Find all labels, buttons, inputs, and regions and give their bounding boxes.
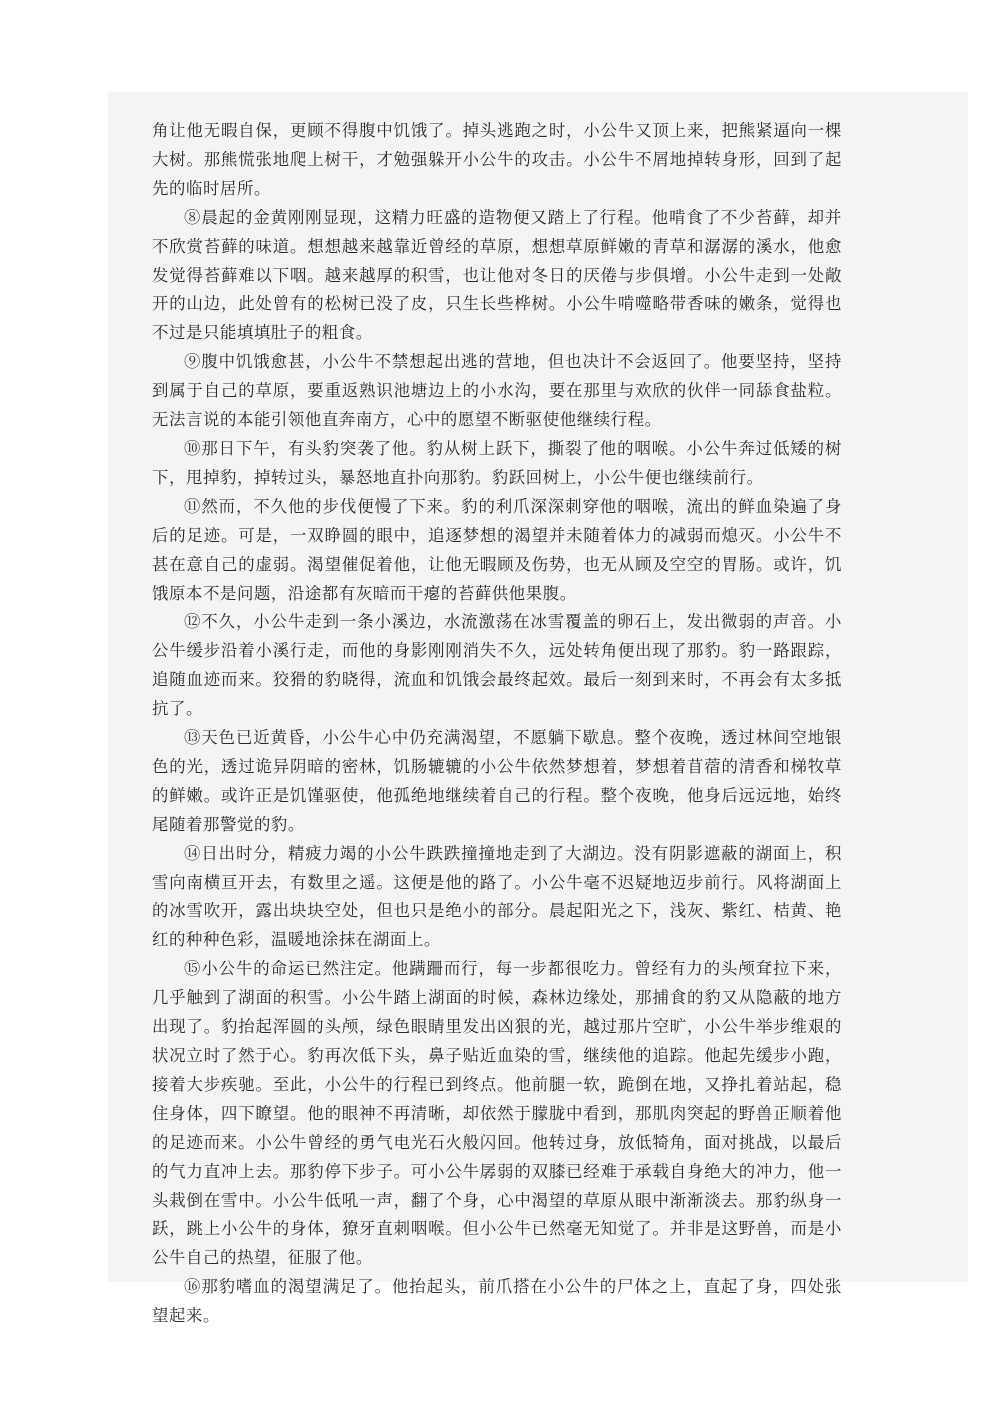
paragraph-8: ⑧晨起的金黄刚刚显现，这精力旺盛的造物便又踏上了行程。他啃食了不少苔藓，却并不欣赏苔藓的味道。想想越来越靠近曾经的草原，想想草原鲜嫩的青草和潺潺的溪水，他愈发觉得苔藓难以下咽。越来越厚的积雪，也让他对冬日的厌倦与步俱增。小公牛走到一处敞开的山边，此处曾有的松树已没了皮，只生长些桦树。小公牛啃噬略带香味的嫩条，觉得也不过是只能填填肚子的粗食。 [152,207,842,343]
paragraph-10: ⑩那日下午，有头豹突袭了他。豹从树上跃下，撕裂了他的咽喉。小公牛奔过低矮的树下，甩掉豹，掉转过头，暴怒地直扑向那豹。豹跃回树上，小公牛便也继续前行。 [152,438,842,487]
story-text-column [152,117,842,1331]
paragraph-7-continued: 角让他无暇自保，更顾不得腹中饥饿了。掉头逃跑之时，小公牛又顶上来，把熊紧逼向一棵大树。那熊慌张地爬上树干，才勉强躲开小公牛的攻击。小公牛不屑地掉转身形，回到了起先的临时居所。 [152,121,842,198]
paragraph-12: ⑫不久，小公牛走到一条小溪边，水流激荡在冰雪覆盖的卵石上，发出微弱的声音。小公牛缓步沿着小溪行走，而他的身影刚刚消失不久，远处转角便出现了那豹。豹一路跟踪，追随血迹而来。狡猾的豹晓得，流血和饥饿会最终起效。最后一刻到来时，不再会有太多抵抗了。 [152,612,842,719]
paragraph-14: ⑭日出时分，精疲力竭的小公牛跌跌撞撞地走到了大湖边。没有阴影遮蔽的湖面上，积雪向南横亘开去，有数里之遥。这便是他的路了。小公牛毫不迟疑地迈步前行。风将湖面上的冰雪吹开，露出块块空处，但也只是绝小的部分。晨起阳光之下，浅灰、紫红、桔黄、艳红的种种色彩，温暖地涂抹在湖面上。 [152,843,842,950]
paragraph-9: ⑨腹中饥饿愈甚，小公牛不禁想起出逃的营地，但也决计不会返回了。他要坚持，坚持到属于自己的草原，要重返熟识池塘边上的小水沟，要在那里与欢欣的伙伴一同舔食盐粒。无法言说的本能引领他直奔南方，心中的愿望不断驱使他继续行程。 [152,352,842,430]
paragraph-11: ⑪然而，不久他的步伐便慢了下来。豹的利爪深深刺穿他的咽喉，流出的鲜血染遍了身后的足迹。可是，一双睁圆的眼中，追逐梦想的渴望并未随着体力的减弱而熄灭。小公牛不甚在意自己的虚弱。渴望催促着他，让他无暇顾及伤势，也无从顾及空空的胃肠。或许，饥饿原本不是问题，沿途都有灰暗而干瘪的苔藓供他果腹。 [152,496,842,603]
paragraph-16: ⑯那豹嗜血的渴望满足了。他抬起头，前爪搭在小公牛的尸体之上，直起了身，四处张望起来。 [152,1277,842,1326]
paragraph-15: ⑮小公牛的命运已然注定。他蹒跚而行，每一步都很吃力。曾经有力的头颅耷拉下来，几乎触到了湖面的积雪。小公牛踏上湖面的时候，森林边缘处，那捕食的豹又从隐蔽的地方出现了。豹抬起浑圆的头颅，绿色眼睛里发出凶狠的光，越过那片空旷，小公牛举步维艰的状况立时了然于心。豹再次低下头，鼻子贴近血染的雪，继续他的追踪。他起先缓步小跑，接着大步疾驰。至此，小公牛的行程已到终点。他前腿一软，跪倒在地，又挣扎着站起，稳住身体，四下瞭望。他的眼神不再清晰，却依然于朦胧中看到，那肌肉突起的野兽正顺着他的足迹而来。小公牛曾经的勇气电光石火般闪回。他转过身，放低犄角，面对挑战，以最后的气力直冲上去。那豹停下步子。可小公牛孱弱的双膝已经难于承载自身绝大的冲力，他一头栽倒在雪中。小公牛低吼一声，翻了个身，心中渴望的草原从眼中渐渐淡去。那豹纵身一跃，跳上小公牛的身体，獠牙直刺咽喉。但小公牛已然毫无知觉了。并非是这野兽，而是小公牛自己的热望，征服了他。 [152,959,842,1268]
paragraph-13: ⑬天色已近黄昏，小公牛心中仍充满渴望，不愿躺下歇息。整个夜晚，透过林间空地银色的光，透过诡异阴暗的密林，饥肠辘辘的小公牛依然梦想着，梦想着苜蓿的清香和梯牧草的鲜嫩。或许正是饥馑驱使，他孤绝地继续着自己的行程。整个夜晚，他身后远远地，始终尾随着那警觉的豹。 [152,728,842,834]
